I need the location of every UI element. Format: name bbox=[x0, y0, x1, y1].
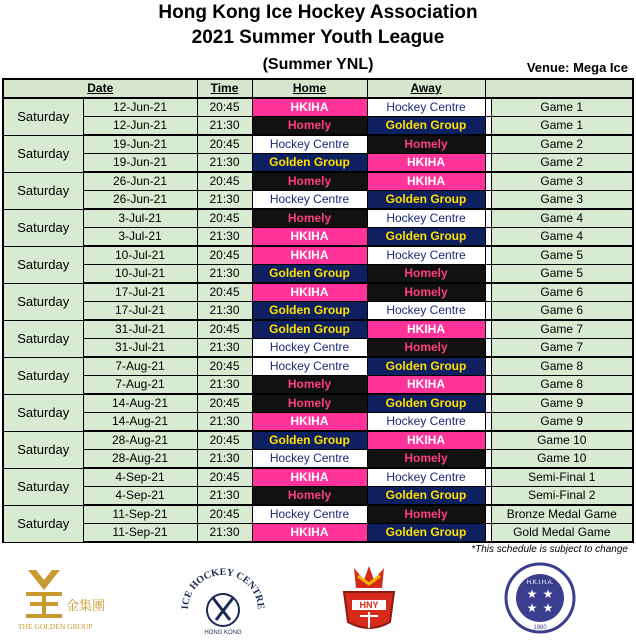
ice-hockey-centre-logo bbox=[178, 562, 268, 636]
away-team-cell: HKIHA bbox=[367, 431, 485, 450]
away-team-cell: Homely bbox=[367, 265, 485, 284]
home-team-cell: HKIHA bbox=[252, 413, 367, 432]
table-row bbox=[3, 209, 633, 228]
table-header-row bbox=[3, 79, 633, 98]
day-cell: Saturday bbox=[3, 357, 83, 394]
time-cell: 21:30 bbox=[197, 524, 252, 543]
date-cell: 17-Jul-21 bbox=[83, 283, 197, 302]
table-row bbox=[3, 302, 633, 321]
away-team-cell: Homely bbox=[367, 505, 485, 524]
away-team-cell: Golden Group bbox=[367, 487, 485, 506]
away-team-cell: Hockey Centre bbox=[367, 209, 485, 228]
home-team-cell: Golden Group bbox=[252, 320, 367, 339]
away-team-cell: Golden Group bbox=[367, 117, 485, 136]
game-cell: Semi-Final 1 bbox=[491, 468, 633, 487]
time-cell: 21:30 bbox=[197, 191, 252, 210]
svg-text:THE GOLDEN GROUP: THE GOLDEN GROUP bbox=[18, 622, 93, 631]
date-cell: 17-Jul-21 bbox=[83, 302, 197, 321]
time-cell: 20:45 bbox=[197, 135, 252, 154]
time-cell: 20:45 bbox=[197, 468, 252, 487]
day-cell: Saturday bbox=[3, 320, 83, 357]
game-cell: Bronze Medal Game bbox=[491, 505, 633, 524]
home-team-cell: HKIHA bbox=[252, 524, 367, 543]
date-cell: 4-Sep-21 bbox=[83, 487, 197, 506]
date-cell: 19-Jun-21 bbox=[83, 135, 197, 154]
date-cell: 10-Jul-21 bbox=[83, 246, 197, 265]
game-cell: Game 10 bbox=[491, 431, 633, 450]
table-row bbox=[3, 339, 633, 358]
game-cell: Game 2 bbox=[491, 135, 633, 154]
time-cell: 20:45 bbox=[197, 246, 252, 265]
table-row bbox=[3, 98, 633, 117]
home-team-cell: Hockey Centre bbox=[252, 191, 367, 210]
away-team-cell: Homely bbox=[367, 135, 485, 154]
day-cell: Saturday bbox=[3, 468, 83, 505]
game-cell: Game 6 bbox=[491, 283, 633, 302]
away-team-cell: Hockey Centre bbox=[367, 302, 485, 321]
home-team-cell: HKIHA bbox=[252, 228, 367, 247]
time-cell: 20:45 bbox=[197, 172, 252, 191]
away-team-cell: Hockey Centre bbox=[367, 98, 485, 117]
svg-text:HNY: HNY bbox=[359, 600, 379, 610]
away-team-cell: Golden Group bbox=[367, 191, 485, 210]
home-team-cell: Hockey Centre bbox=[252, 357, 367, 376]
game-cell: Gold Medal Game bbox=[491, 524, 633, 543]
date-cell: 31-Jul-21 bbox=[83, 339, 197, 358]
away-team-cell: Hockey Centre bbox=[367, 246, 485, 265]
game-cell: Game 6 bbox=[491, 302, 633, 321]
date-cell: 11-Sep-21 bbox=[83, 524, 197, 543]
table-row bbox=[3, 431, 633, 450]
time-cell: 20:45 bbox=[197, 209, 252, 228]
date-cell: 19-Jun-21 bbox=[83, 154, 197, 173]
away-team-cell: Homely bbox=[367, 283, 485, 302]
home-team-cell: HKIHA bbox=[252, 98, 367, 117]
game-cell: Game 8 bbox=[491, 357, 633, 376]
svg-text:金集團: 金集團 bbox=[66, 599, 106, 614]
table-row bbox=[3, 376, 633, 395]
away-team-cell: HKIHA bbox=[367, 320, 485, 339]
table-row bbox=[3, 172, 633, 191]
svg-text:★: ★ bbox=[526, 587, 538, 601]
home-team-cell: Homely bbox=[252, 209, 367, 228]
time-cell: 21:30 bbox=[197, 265, 252, 284]
golden-group-logo bbox=[12, 562, 112, 632]
table-row bbox=[3, 228, 633, 247]
day-cell: Saturday bbox=[3, 246, 83, 283]
away-team-cell: Homely bbox=[367, 339, 485, 358]
date-cell: 31-Jul-21 bbox=[83, 320, 197, 339]
col-header-game bbox=[485, 79, 633, 98]
home-team-cell: HKIHA bbox=[252, 246, 367, 265]
svg-text:H.K.I.H.A.: H.K.I.H.A. bbox=[526, 580, 554, 586]
day-cell: Saturday bbox=[3, 505, 83, 542]
svg-text:1980: 1980 bbox=[533, 625, 547, 631]
game-cell: Game 2 bbox=[491, 154, 633, 173]
home-team-cell: Hockey Centre bbox=[252, 450, 367, 469]
date-cell: 26-Jun-21 bbox=[83, 172, 197, 191]
time-cell: 20:45 bbox=[197, 505, 252, 524]
game-cell: Game 9 bbox=[491, 413, 633, 432]
game-cell: Game 5 bbox=[491, 246, 633, 265]
svg-text:★: ★ bbox=[542, 587, 554, 601]
table-row bbox=[3, 135, 633, 154]
day-cell: Saturday bbox=[3, 209, 83, 246]
home-team-cell: HKIHA bbox=[252, 468, 367, 487]
game-cell: Game 9 bbox=[491, 394, 633, 413]
schedule-table bbox=[2, 78, 634, 543]
time-cell: 21:30 bbox=[197, 376, 252, 395]
time-cell: 21:30 bbox=[197, 450, 252, 469]
col-header-home: Home bbox=[252, 79, 367, 98]
col-header-time: Time bbox=[197, 79, 252, 98]
date-cell: 3-Jul-21 bbox=[83, 209, 197, 228]
time-cell: 21:30 bbox=[197, 302, 252, 321]
table-row bbox=[3, 265, 633, 284]
col-header-away: Away bbox=[367, 79, 485, 98]
game-cell: Game 4 bbox=[491, 228, 633, 247]
home-team-cell: Homely bbox=[252, 487, 367, 506]
time-cell: 21:30 bbox=[197, 154, 252, 173]
home-team-cell: Homely bbox=[252, 172, 367, 191]
time-cell: 21:30 bbox=[197, 413, 252, 432]
away-team-cell: HKIHA bbox=[367, 154, 485, 173]
schedule-body bbox=[3, 98, 633, 542]
home-team-cell: Golden Group bbox=[252, 265, 367, 284]
date-cell: 12-Jun-21 bbox=[83, 117, 197, 136]
date-cell: 26-Jun-21 bbox=[83, 191, 197, 210]
time-cell: 21:30 bbox=[197, 487, 252, 506]
date-cell: 28-Aug-21 bbox=[83, 450, 197, 469]
day-cell: Saturday bbox=[3, 431, 83, 468]
home-team-cell: HKIHA bbox=[252, 283, 367, 302]
away-team-cell: Golden Group bbox=[367, 228, 485, 247]
table-row bbox=[3, 505, 633, 524]
date-cell: 28-Aug-21 bbox=[83, 431, 197, 450]
home-team-cell: Golden Group bbox=[252, 431, 367, 450]
home-team-cell: Homely bbox=[252, 117, 367, 136]
table-row bbox=[3, 357, 633, 376]
table-row bbox=[3, 524, 633, 543]
table-row bbox=[3, 413, 633, 432]
home-team-cell: Hockey Centre bbox=[252, 505, 367, 524]
table-row bbox=[3, 320, 633, 339]
away-team-cell: Golden Group bbox=[367, 357, 485, 376]
hny-logo bbox=[336, 562, 402, 632]
date-cell: 11-Sep-21 bbox=[83, 505, 197, 524]
title-line2: 2021 Summer Youth League bbox=[191, 27, 445, 48]
day-cell: Saturday bbox=[3, 283, 83, 320]
game-cell: Game 7 bbox=[491, 339, 633, 358]
away-team-cell: Homely bbox=[367, 450, 485, 469]
away-team-cell: Hockey Centre bbox=[367, 413, 485, 432]
date-cell: 14-Aug-21 bbox=[83, 394, 197, 413]
time-cell: 20:45 bbox=[197, 283, 252, 302]
time-cell: 20:45 bbox=[197, 98, 252, 117]
day-cell: Saturday bbox=[3, 394, 83, 431]
title-line3: (Summer YNL) bbox=[262, 56, 374, 73]
game-cell: Game 4 bbox=[491, 209, 633, 228]
game-cell: Game 8 bbox=[491, 376, 633, 395]
table-row bbox=[3, 487, 633, 506]
game-cell: Game 1 bbox=[491, 98, 633, 117]
game-cell: Game 7 bbox=[491, 320, 633, 339]
time-cell: 21:30 bbox=[197, 228, 252, 247]
day-cell: Saturday bbox=[3, 98, 83, 135]
away-team-cell: Golden Group bbox=[367, 524, 485, 543]
time-cell: 20:45 bbox=[197, 320, 252, 339]
home-team-cell: Homely bbox=[252, 394, 367, 413]
date-cell: 3-Jul-21 bbox=[83, 228, 197, 247]
table-row bbox=[3, 246, 633, 265]
time-cell: 20:45 bbox=[197, 357, 252, 376]
home-team-cell: Homely bbox=[252, 376, 367, 395]
table-row bbox=[3, 117, 633, 136]
time-cell: 21:30 bbox=[197, 117, 252, 136]
time-cell: 21:30 bbox=[197, 339, 252, 358]
svg-text:★: ★ bbox=[542, 601, 554, 615]
svg-text:★: ★ bbox=[526, 601, 538, 615]
game-cell: Game 5 bbox=[491, 265, 633, 284]
col-header-date: Date bbox=[3, 79, 197, 98]
date-cell: 10-Jul-21 bbox=[83, 265, 197, 284]
away-team-cell: Golden Group bbox=[367, 394, 485, 413]
venue-label: Venue: Mega Ice bbox=[526, 60, 628, 75]
title-line1: Hong Kong Ice Hockey Association bbox=[158, 2, 478, 23]
table-row bbox=[3, 450, 633, 469]
game-cell: Game 3 bbox=[491, 191, 633, 210]
table-row bbox=[3, 154, 633, 173]
away-team-cell: HKIHA bbox=[367, 376, 485, 395]
date-cell: 7-Aug-21 bbox=[83, 357, 197, 376]
day-cell: Saturday bbox=[3, 172, 83, 209]
schedule-note: *This schedule is subject to change bbox=[471, 544, 628, 555]
game-cell: Semi-Final 2 bbox=[491, 487, 633, 506]
date-cell: 12-Jun-21 bbox=[83, 98, 197, 117]
game-cell: Game 10 bbox=[491, 450, 633, 469]
time-cell: 20:45 bbox=[197, 394, 252, 413]
game-cell: Game 3 bbox=[491, 172, 633, 191]
date-cell: 4-Sep-21 bbox=[83, 468, 197, 487]
home-team-cell: Golden Group bbox=[252, 302, 367, 321]
table-row bbox=[3, 394, 633, 413]
date-cell: 14-Aug-21 bbox=[83, 413, 197, 432]
svg-text:HONG KONG: HONG KONG bbox=[204, 630, 242, 636]
table-row bbox=[3, 468, 633, 487]
hkiha-logo bbox=[502, 562, 578, 632]
time-cell: 20:45 bbox=[197, 431, 252, 450]
away-team-cell: Hockey Centre bbox=[367, 468, 485, 487]
svg-text:ICE HOCKEY CENTRE: ICE HOCKEY CENTRE bbox=[179, 566, 267, 610]
game-cell: Game 1 bbox=[491, 117, 633, 136]
home-team-cell: Golden Group bbox=[252, 154, 367, 173]
table-row bbox=[3, 283, 633, 302]
home-team-cell: Hockey Centre bbox=[252, 339, 367, 358]
home-team-cell: Hockey Centre bbox=[252, 135, 367, 154]
date-cell: 7-Aug-21 bbox=[83, 376, 197, 395]
away-team-cell: HKIHA bbox=[367, 172, 485, 191]
table-row bbox=[3, 191, 633, 210]
day-cell: Saturday bbox=[3, 135, 83, 172]
